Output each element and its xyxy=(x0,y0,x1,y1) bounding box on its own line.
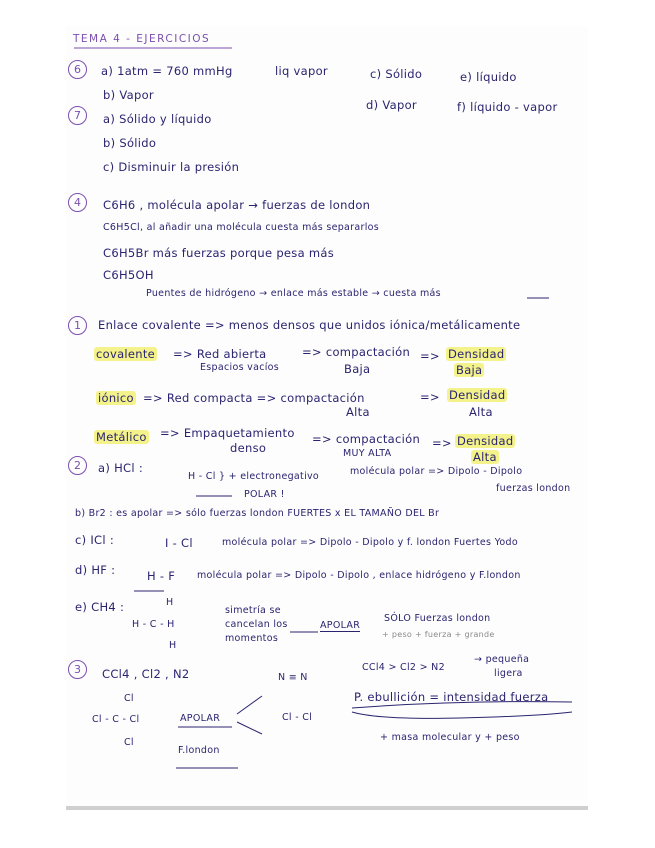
ex1-arrow-covalente: => xyxy=(420,349,440,363)
ex6-e: e) líquido xyxy=(460,70,517,84)
ex2-c: c) ICl : xyxy=(75,533,115,547)
ex2-a-struct: H - Cl } + electronegativo xyxy=(188,471,320,482)
ex1-ionico-label: iónico xyxy=(98,391,134,405)
page-title: TEMA 4 - EJERCICIOS xyxy=(73,33,211,45)
ex3-n2: N ≡ N xyxy=(278,672,308,683)
ch4-note2: cancelan los xyxy=(225,619,288,630)
ex7-b: b) Sólido xyxy=(103,136,157,150)
ex6-c: c) Sólido xyxy=(370,67,423,81)
ex2-d-result: molécula polar => Dipolo - Dipolo , enlace hidrógeno y F.london xyxy=(197,570,521,581)
ex4-line3: C6H5Br más fuerzas porque pesa más xyxy=(103,246,335,260)
ex3-order-side2: ligera xyxy=(494,668,523,679)
ex1-metalico-label: Metálico xyxy=(96,430,147,444)
ex3-list: CCl4 , Cl2 , N2 xyxy=(102,667,190,681)
ex2-d-struct: H - F xyxy=(147,569,176,583)
ex1-metalico-emp: => Empaquetamiento xyxy=(160,426,295,440)
ch4-h-top: H xyxy=(166,597,174,608)
ex3-order: CCl4 > Cl2 > N2 xyxy=(362,662,445,673)
ex2-b: b) Br2 : es apolar => sólo fuerzas london FUERTES x EL TAMAÑO DEL Br xyxy=(75,508,440,519)
ex3-order-note: + peso + fuerza + grande xyxy=(382,630,495,639)
ex1-covalente-comp: => compactación xyxy=(302,345,411,359)
ex3-apolar: APOLAR xyxy=(180,713,221,724)
ex6-a-note: liq vapor xyxy=(275,64,328,78)
exercise-number-6: 6 xyxy=(68,60,87,79)
arrow-to-n2 xyxy=(237,696,262,714)
ex3-rule: P. ebullición = intensidad fuerza xyxy=(354,690,549,704)
exercise-number-3: 3 xyxy=(68,660,87,679)
ex3-flondon: F.london xyxy=(178,745,220,756)
ex2-c-struct: I - Cl xyxy=(165,536,193,550)
ex1-arrow-ionico: => xyxy=(420,390,440,404)
ex1-metalico-densidad: Densidad xyxy=(457,434,514,448)
brace-rule xyxy=(352,712,572,718)
ex1-covalente-sub: Espacios vacíos xyxy=(200,362,280,373)
ex6-b: b) Vapor xyxy=(103,88,154,102)
exercise-number-2: 2 xyxy=(68,456,87,475)
ex1-ionico-densidad-sub: Alta xyxy=(469,405,493,419)
ex1-covalente-label: covalente xyxy=(96,347,156,361)
ex1-covalente-red: => Red abierta xyxy=(173,347,267,361)
ex6-f: f) líquido - vapor xyxy=(457,100,558,114)
ex3-rule2: + masa molecular y + peso xyxy=(380,732,520,743)
ex7-c: c) Disminuir la presión xyxy=(103,160,240,174)
ex1-covalente-comp-sub: Baja xyxy=(344,362,371,376)
ex2-e: e) CH4 : xyxy=(75,600,125,614)
ch4-h-bottom: H xyxy=(169,640,177,651)
exercise-number-1: 1 xyxy=(68,316,87,335)
ex3-cl2: Cl - Cl xyxy=(282,712,313,723)
arrow-to-cl2 xyxy=(237,722,262,734)
ex3-order-side: → pequeña xyxy=(474,654,530,665)
ex7-a: a) Sólido y líquido xyxy=(103,112,212,126)
ex4-line4: C6H5OH xyxy=(103,268,154,282)
ch4-note1: simetría se xyxy=(225,605,281,616)
ccl4-structure: Cl - C - Cl xyxy=(92,714,140,725)
ex1-intro: Enlace covalente => menos densos que unidos iónica/metálicamente xyxy=(98,318,521,332)
ex1-metalico-densidad-sub: Alta xyxy=(473,450,497,464)
ccl4-cl-top: Cl xyxy=(124,693,134,704)
ch4-note3: momentos xyxy=(225,633,279,644)
ex2-c-result: molécula polar => Dipolo - Dipolo y f. london Fuertes Yodo xyxy=(222,537,518,548)
ex4-line5: Puentes de hidrógeno → enlace más estable → cuesta más xyxy=(146,288,441,299)
ex2-a-result2: fuerzas london xyxy=(496,483,571,494)
ccl4-cl-bottom: Cl xyxy=(124,737,134,748)
ex6-d: d) Vapor xyxy=(366,98,417,112)
ex6-a: a) 1atm = 760 mmHg xyxy=(101,64,233,78)
ch4-structure: H - C - H xyxy=(132,619,175,630)
ex1-metalico-comp: => compactación xyxy=(312,432,421,446)
ex1-metalico-comp-sub: MUY ALTA xyxy=(343,448,392,459)
ex1-arrow-metalico: => xyxy=(432,436,452,450)
exercise-number-4: 4 xyxy=(68,193,87,212)
ch4-result: SÓLO Fuerzas london xyxy=(384,613,491,624)
ex1-metalico-sub: denso xyxy=(230,441,267,455)
ex4-line1: C6H6 , molécula apolar → fuerzas de london xyxy=(103,198,371,212)
ex1-covalente-densidad: Densidad xyxy=(448,347,505,361)
ex1-covalente-densidad-sub: Baja xyxy=(456,363,483,377)
ex1-ionico-red: => Red compacta => compactación xyxy=(143,391,365,405)
ex2-a: a) HCl : xyxy=(98,461,143,475)
exercise-number-7: 7 xyxy=(68,106,87,125)
ch4-apolar: APOLAR xyxy=(320,620,361,631)
ex1-ionico-comp-sub: Alta xyxy=(346,405,370,419)
ex2-a-result: molécula polar => Dipolo - Dipolo xyxy=(350,466,523,477)
ex2-a-polar: POLAR ! xyxy=(244,489,285,500)
ex1-ionico-densidad: Densidad xyxy=(449,388,506,402)
ex2-d: d) HF : xyxy=(75,563,116,577)
ex4-line2: C6H5Cl, al añadir una molécula cuesta más separarlos xyxy=(103,222,380,233)
